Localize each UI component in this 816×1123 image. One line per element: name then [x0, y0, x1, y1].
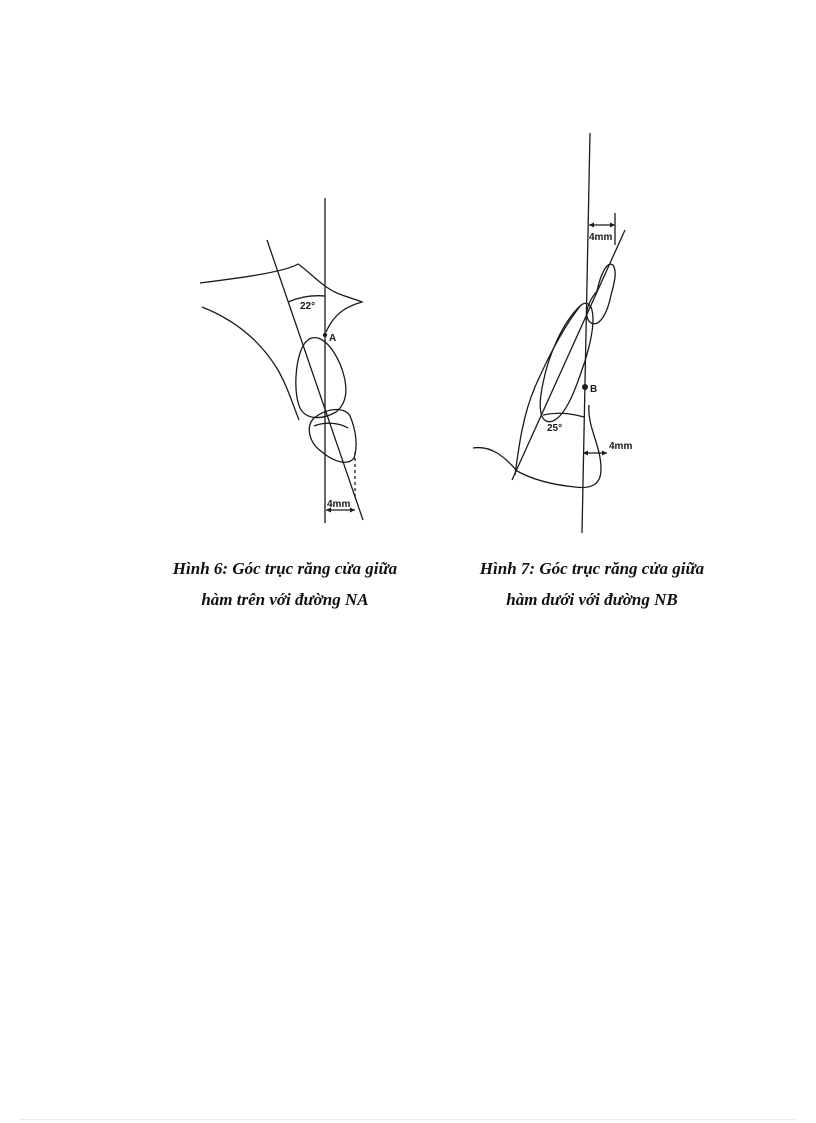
angle-label-25: 25° [547, 423, 563, 434]
labial-contour [515, 305, 581, 475]
incisor-crown [587, 264, 615, 324]
figure-7-caption-line1: Hình 7: Góc trục răng cửa giữa [479, 559, 705, 578]
angle-label-22: 22° [300, 301, 316, 312]
symphysis-outline [473, 405, 601, 487]
page-bottom-rule [20, 1119, 796, 1120]
figure-6-caption-line2: hàm trên với đường NA [201, 590, 369, 609]
point-label-b: B [590, 384, 598, 395]
distance-label-right: 4mm [609, 441, 633, 452]
incisor-root [296, 338, 346, 418]
figure-6-caption [135, 553, 435, 615]
palate-outline [200, 264, 362, 332]
point-label-a: A [329, 333, 337, 344]
incisor-axis-line [267, 240, 363, 520]
figure-6 [190, 180, 380, 525]
angle-arc-25 [543, 413, 584, 417]
figure-7 [465, 125, 695, 535]
point-a-marker [323, 333, 327, 337]
maxilla-outline [202, 307, 299, 420]
nb-line [582, 133, 590, 533]
figure-6-caption-line1: Hình 6: Góc trục răng cửa giữa [172, 559, 398, 578]
figure-7-caption [442, 553, 742, 615]
figure-6-diagram [190, 180, 380, 525]
point-b-marker [582, 384, 588, 390]
distance-label-4mm: 4mm [327, 499, 351, 510]
figure-7-caption-line2: hàm dưới với đường NB [506, 590, 678, 609]
figure-7-diagram [465, 125, 695, 535]
distance-label-top: 4mm [589, 232, 613, 243]
